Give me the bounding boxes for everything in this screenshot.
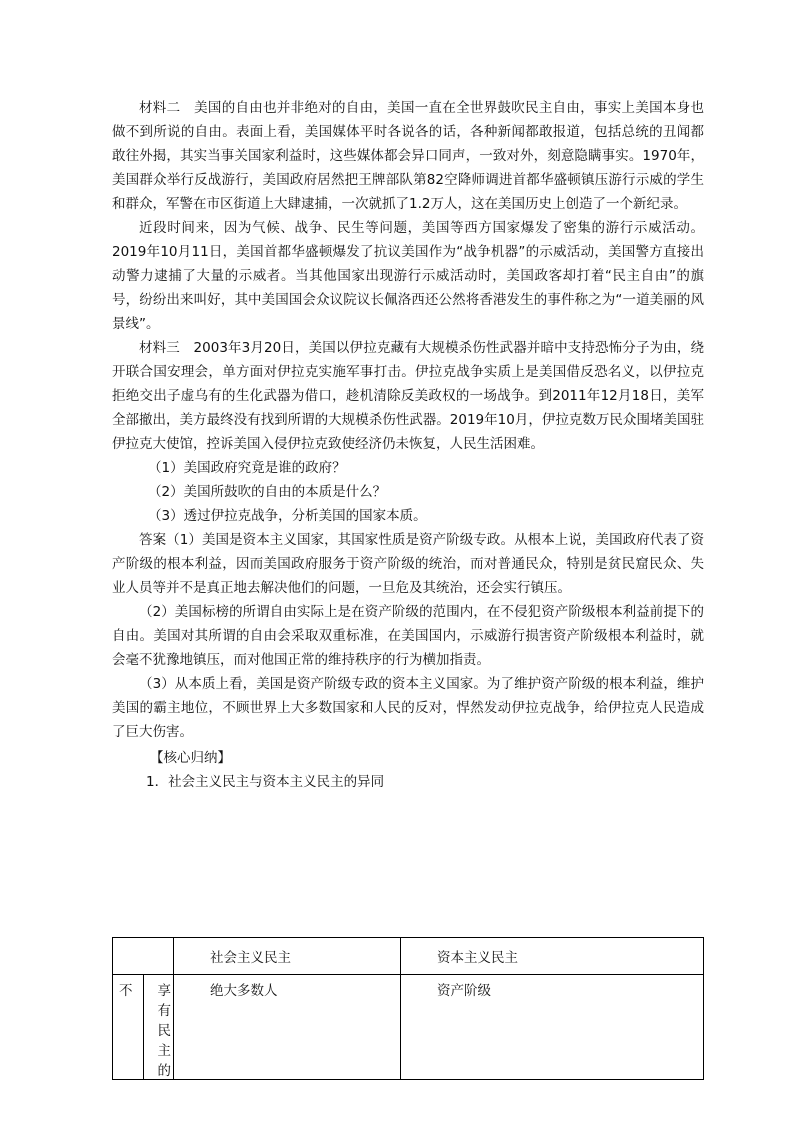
table-header-capitalist: 资本主义民主 xyxy=(401,938,704,975)
document-body xyxy=(112,96,704,794)
section-title: 【核心归纳】 xyxy=(150,750,231,766)
comparison-table xyxy=(112,937,704,1080)
recent-protests-paragraph: 近段时间来，因为气候、战争、民生等问题，美国等西方国家爆发了密集的游行示威活动。2019年10月11日，美国首都华盛顿爆发了抗议美国作为“战争机器”的示威活动，美国警方直接出动警力逮捕了大量的示威者。当其他国家出现游行示威活动时，美国政客却打着“民主自由”的旗号，纷纷出来叫好，其中美国国会众议院议长佩洛西还公然将香港发生的事件称之为“一道美丽的风景线”。 xyxy=(112,220,704,332)
table-cell-capitalist: 资产阶级 xyxy=(401,975,704,1080)
table-header-socialist: 社会主义民主 xyxy=(174,938,401,975)
material-three-paragraph: 材料三 2003年3月20日，美国以伊拉克藏有大规模杀伤性武器并暗中支持恐怖分子为由，绕开联合国安理会，单方面对伊拉克实施军事打击。伊拉克战争实质上是美国借反恐名义，以伊拉克拒绝交出子虚乌有的生化武器为借口，趁机清除反美政权的一场战争。到2011年12月18日，美军全部撤出，美方最终没有找到所谓的大规模杀伤性武器。2019年10月，伊拉克数万民众围堵美国驻伊拉克大使馆，控诉美国入侵伊拉克致使经济仍未恢复，人民生活困难。 xyxy=(112,340,704,452)
table-cell-socialist: 绝大多数人 xyxy=(174,975,401,1080)
table-header-row xyxy=(113,938,704,975)
question-3: （3）透过伊拉克战争，分析美国的国家本质。 xyxy=(148,508,427,524)
answer-3: （3）从本质上看，美国是资产阶级专政的资本主义国家。为了维护资产阶级的根本利益，维护美国的霸主地位，不顾世界上大多数国家和人民的反对，悍然发动伊拉克战争，给伊拉克人民造成了巨大伤害。 xyxy=(112,676,704,740)
question-2: （2）美国所鼓吹的自由的本质是什么？ xyxy=(148,484,387,500)
answer-1: 答案（1）美国是资本主义国家，其国家性质是资产阶级专政。从根本上说，美国政府代表了资产阶级的根本利益，因而美国政府服务于资产阶级的统治，而对普通民众，特别是贫民窟民众、失业人员等并不是真正地去解决他们的问题，一旦危及其统治，还会实行镇压。 xyxy=(112,532,704,596)
table-cell-category: 不 xyxy=(113,975,144,1080)
question-1: （1）美国政府究竟是谁的政府？ xyxy=(148,460,346,476)
material-two-paragraph: 材料二 美国的自由也并非绝对的自由，美国一直在全世界鼓吹民主自由，事实上美国本身也做不到所说的自由。表面上看，美国媒体平时各说各的话，各种新闻都敢报道，包括总统的丑闻都敢往外揭，其实当事关国家利益时，这些媒体都会异口同声，一致对外，刻意隐瞒事实。1970年，美国群众举行反战游行，美国政府居然把王牌部队第82空降师调进首都华盛顿镇压游行示威的学生和群众，军警在市区街道上大肆逮捕，一次就抓了1.2万人，这在美国历史上创造了一个新纪录。 xyxy=(112,100,704,212)
table-header-empty xyxy=(113,938,174,975)
answer-2: （2）美国标榜的所谓自由实际上是在资产阶级的范围内，在不侵犯资产阶级根本利益前提下的自由。美国对其所谓的自由会采取双重标准，在美国国内，示威游行损害资产阶级根本利益时，就会毫不犹豫地镇压，而对他国正常的维持秩序的行为横加指责。 xyxy=(112,604,704,668)
table-row xyxy=(113,975,704,1080)
subsection-title: 1．社会主义民主与资本主义民主的异同 xyxy=(146,774,385,790)
table-cell-aspect: 享有民主的 xyxy=(143,975,174,1080)
